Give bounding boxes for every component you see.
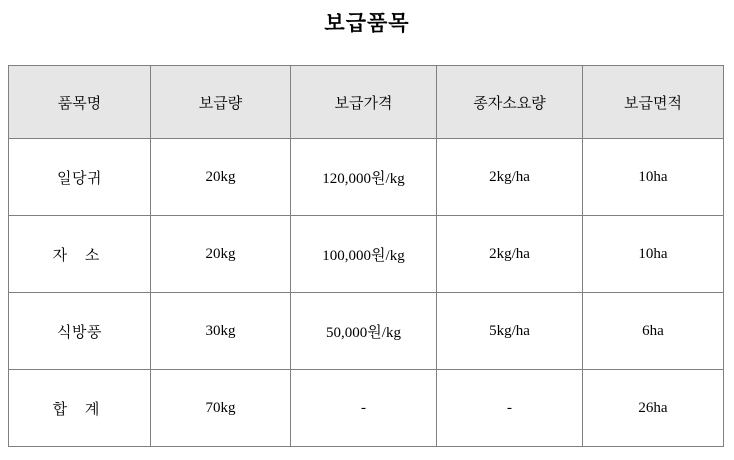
cell-seed-requirement: 5kg/ha	[437, 293, 583, 370]
cell-supply-price: 100,000원/kg	[291, 216, 437, 293]
table-body	[9, 139, 724, 447]
document-page	[0, 8, 734, 460]
cell-supply-quantity: 30kg	[151, 293, 291, 370]
cell-seed-requirement: 2kg/ha	[437, 216, 583, 293]
cell-supply-area: 10ha	[583, 139, 724, 216]
cell-supply-quantity: 20kg	[151, 139, 291, 216]
table-row	[9, 293, 724, 370]
cell-supply-area: 10ha	[583, 216, 724, 293]
page-title: 보급품목	[324, 11, 410, 35]
column-header-supply-quantity: 보급량	[151, 66, 291, 139]
cell-supply-price: -	[291, 370, 437, 447]
cell-supply-price: 120,000원/kg	[291, 139, 437, 216]
column-header-seed-requirement: 종자소요량	[437, 66, 583, 139]
cell-supply-area: 6ha	[583, 293, 724, 370]
cell-seed-requirement: 2kg/ha	[437, 139, 583, 216]
supply-items-table-wrapper	[8, 65, 723, 447]
column-header-supply-area: 보급면적	[583, 66, 724, 139]
table-row	[9, 139, 724, 216]
cell-item-name: 자 소	[9, 216, 151, 293]
table-header	[9, 66, 724, 139]
cell-supply-quantity: 20kg	[151, 216, 291, 293]
table-header-row	[9, 66, 724, 139]
column-header-item-name: 품목명	[9, 66, 151, 139]
cell-supply-quantity: 70kg	[151, 370, 291, 447]
cell-item-name: 일당귀	[9, 139, 151, 216]
table-row	[9, 216, 724, 293]
column-header-supply-price: 보급가격	[291, 66, 437, 139]
supply-items-table	[8, 65, 724, 447]
cell-seed-requirement: -	[437, 370, 583, 447]
cell-supply-area: 26ha	[583, 370, 724, 447]
table-row-total	[9, 370, 724, 447]
cell-item-name: 식방풍	[9, 293, 151, 370]
cell-item-name: 합 계	[9, 370, 151, 447]
cell-supply-price: 50,000원/kg	[291, 293, 437, 370]
